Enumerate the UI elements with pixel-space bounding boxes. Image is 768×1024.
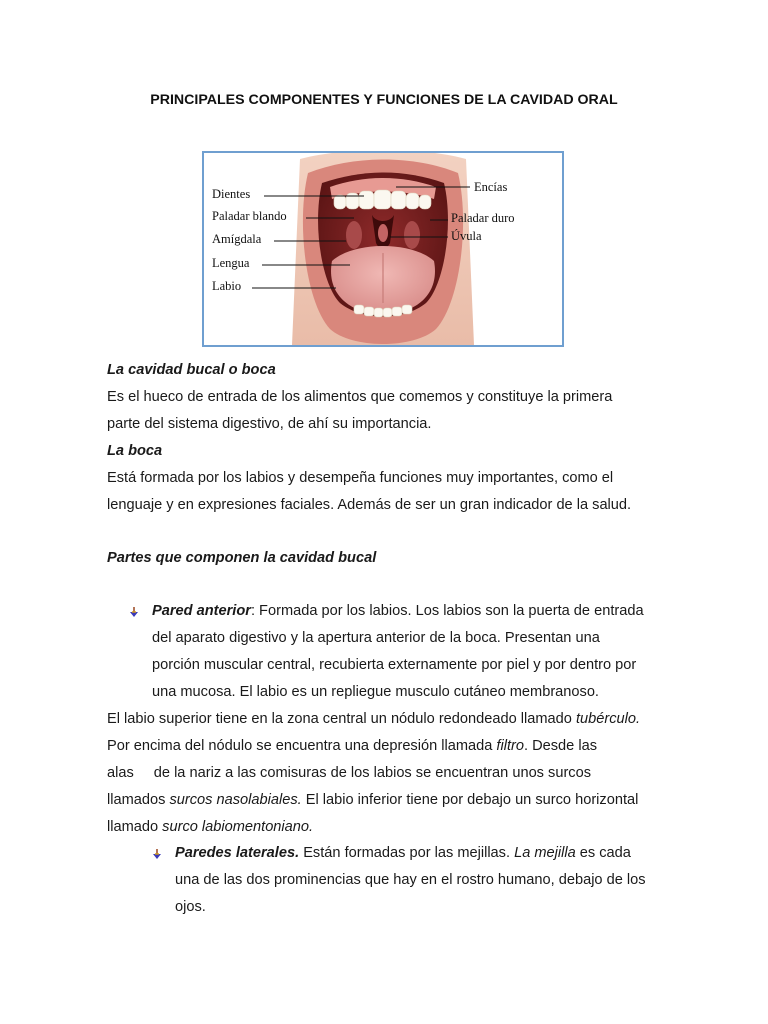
mouth-illustration (204, 153, 562, 345)
uvula-shape (378, 224, 388, 242)
label-labio: Labio (212, 279, 242, 293)
label-paladar-blando: Paladar blando (212, 209, 287, 223)
cavidad-text-line-2: parte del sistema digestivo, de ahí su importancia. (107, 416, 432, 432)
tonsil-left-shape (346, 221, 362, 249)
label-lengua: Lengua (212, 256, 250, 270)
labio-line-5 (107, 819, 313, 835)
bullet-arrow-icon (151, 848, 163, 860)
boca-text-line-2: lenguaje y en expresiones faciales. Además de ser un gran indicador de la salud. (107, 497, 632, 513)
heading-la-boca: La boca (107, 443, 163, 459)
labio-line-1 (107, 711, 640, 727)
bullet2-text-end: es cada (575, 845, 631, 861)
labio-line-3 (107, 765, 591, 781)
term-surco-labiomentoniano: surco labiomentoniano. (162, 819, 314, 835)
labio-line-4-text: llamados (107, 792, 170, 808)
boca-text-line-1: Está formada por los labios y desempeña funciones muy importantes, como el (107, 470, 614, 486)
bullet2-line-1 (175, 845, 631, 861)
mouth-diagram (202, 151, 564, 347)
page-title: PRINCIPALES COMPONENTES Y FUNCIONES DE LA CAVIDAD ORAL (150, 92, 618, 108)
bullet1-rest: : Formada por los labios. Los labios son la puerta de entrada (250, 603, 644, 619)
term-la-mejilla: La mejilla (514, 845, 576, 861)
labio-line-4-end: El labio inferior tiene por debajo un surco horizontal (301, 792, 639, 808)
bullet1-line-4: una mucosa. El labio es un repliegue musculo cutáneo membranoso. (152, 684, 599, 700)
labio-line-3-word: alas (107, 765, 134, 781)
heading-cavidad-bucal: La cavidad bucal o boca (107, 362, 276, 378)
labio-line-5-text: llamado (107, 819, 163, 835)
heading-partes: Partes que componen la cavidad bucal (107, 550, 377, 566)
bullet2-line-2: una de las dos prominencias que hay en el rostro humano, debajo de los (175, 872, 646, 888)
labio-line-2-text: Por encima del nódulo se encuentra una depresión llamada (107, 738, 497, 754)
bullet2-term: Paredes laterales. (175, 845, 300, 861)
bullet2-text: Están formadas por las mejillas. (299, 845, 515, 861)
label-dientes: Dientes (212, 187, 251, 201)
labio-line-1-text: El labio superior tiene en la zona central un nódulo redondeado llamado (107, 711, 576, 727)
bullet1-line-1 (152, 603, 644, 619)
term-surcos-nasolabiales: surcos nasolabiales. (169, 792, 302, 808)
tonsil-right-shape (404, 221, 420, 249)
labio-line-2 (107, 738, 597, 754)
labio-line-3-text: de la nariz a las comisuras de los labios se encuentran unos surcos (153, 765, 592, 781)
term-filtro: filtro (496, 738, 524, 754)
bullet1-line-3: porción muscular central, recubierta externamente por piel y por dentro por (152, 657, 637, 673)
bullet2-line-3: ojos. (175, 899, 206, 915)
bullet-arrow-icon (128, 606, 140, 618)
label-encias: Encías (474, 180, 508, 194)
label-amigdala: Amígdala (212, 232, 262, 246)
bullet1-line-2: del aparato digestivo y la apertura anterior de la boca. Presentan una (152, 630, 600, 646)
cavidad-text-line-1: Es el hueco de entrada de los alimentos que comemos y constituye la primera (107, 389, 613, 405)
labio-line-2-end: . Desde las (524, 738, 598, 754)
label-paladar-duro: Paladar duro (451, 211, 515, 225)
labio-line-4 (107, 792, 638, 808)
label-uvula: Úvula (451, 229, 482, 243)
term-tuberculo: tubérculo. (575, 711, 641, 727)
bullet1-term: Pared anterior (152, 603, 251, 619)
